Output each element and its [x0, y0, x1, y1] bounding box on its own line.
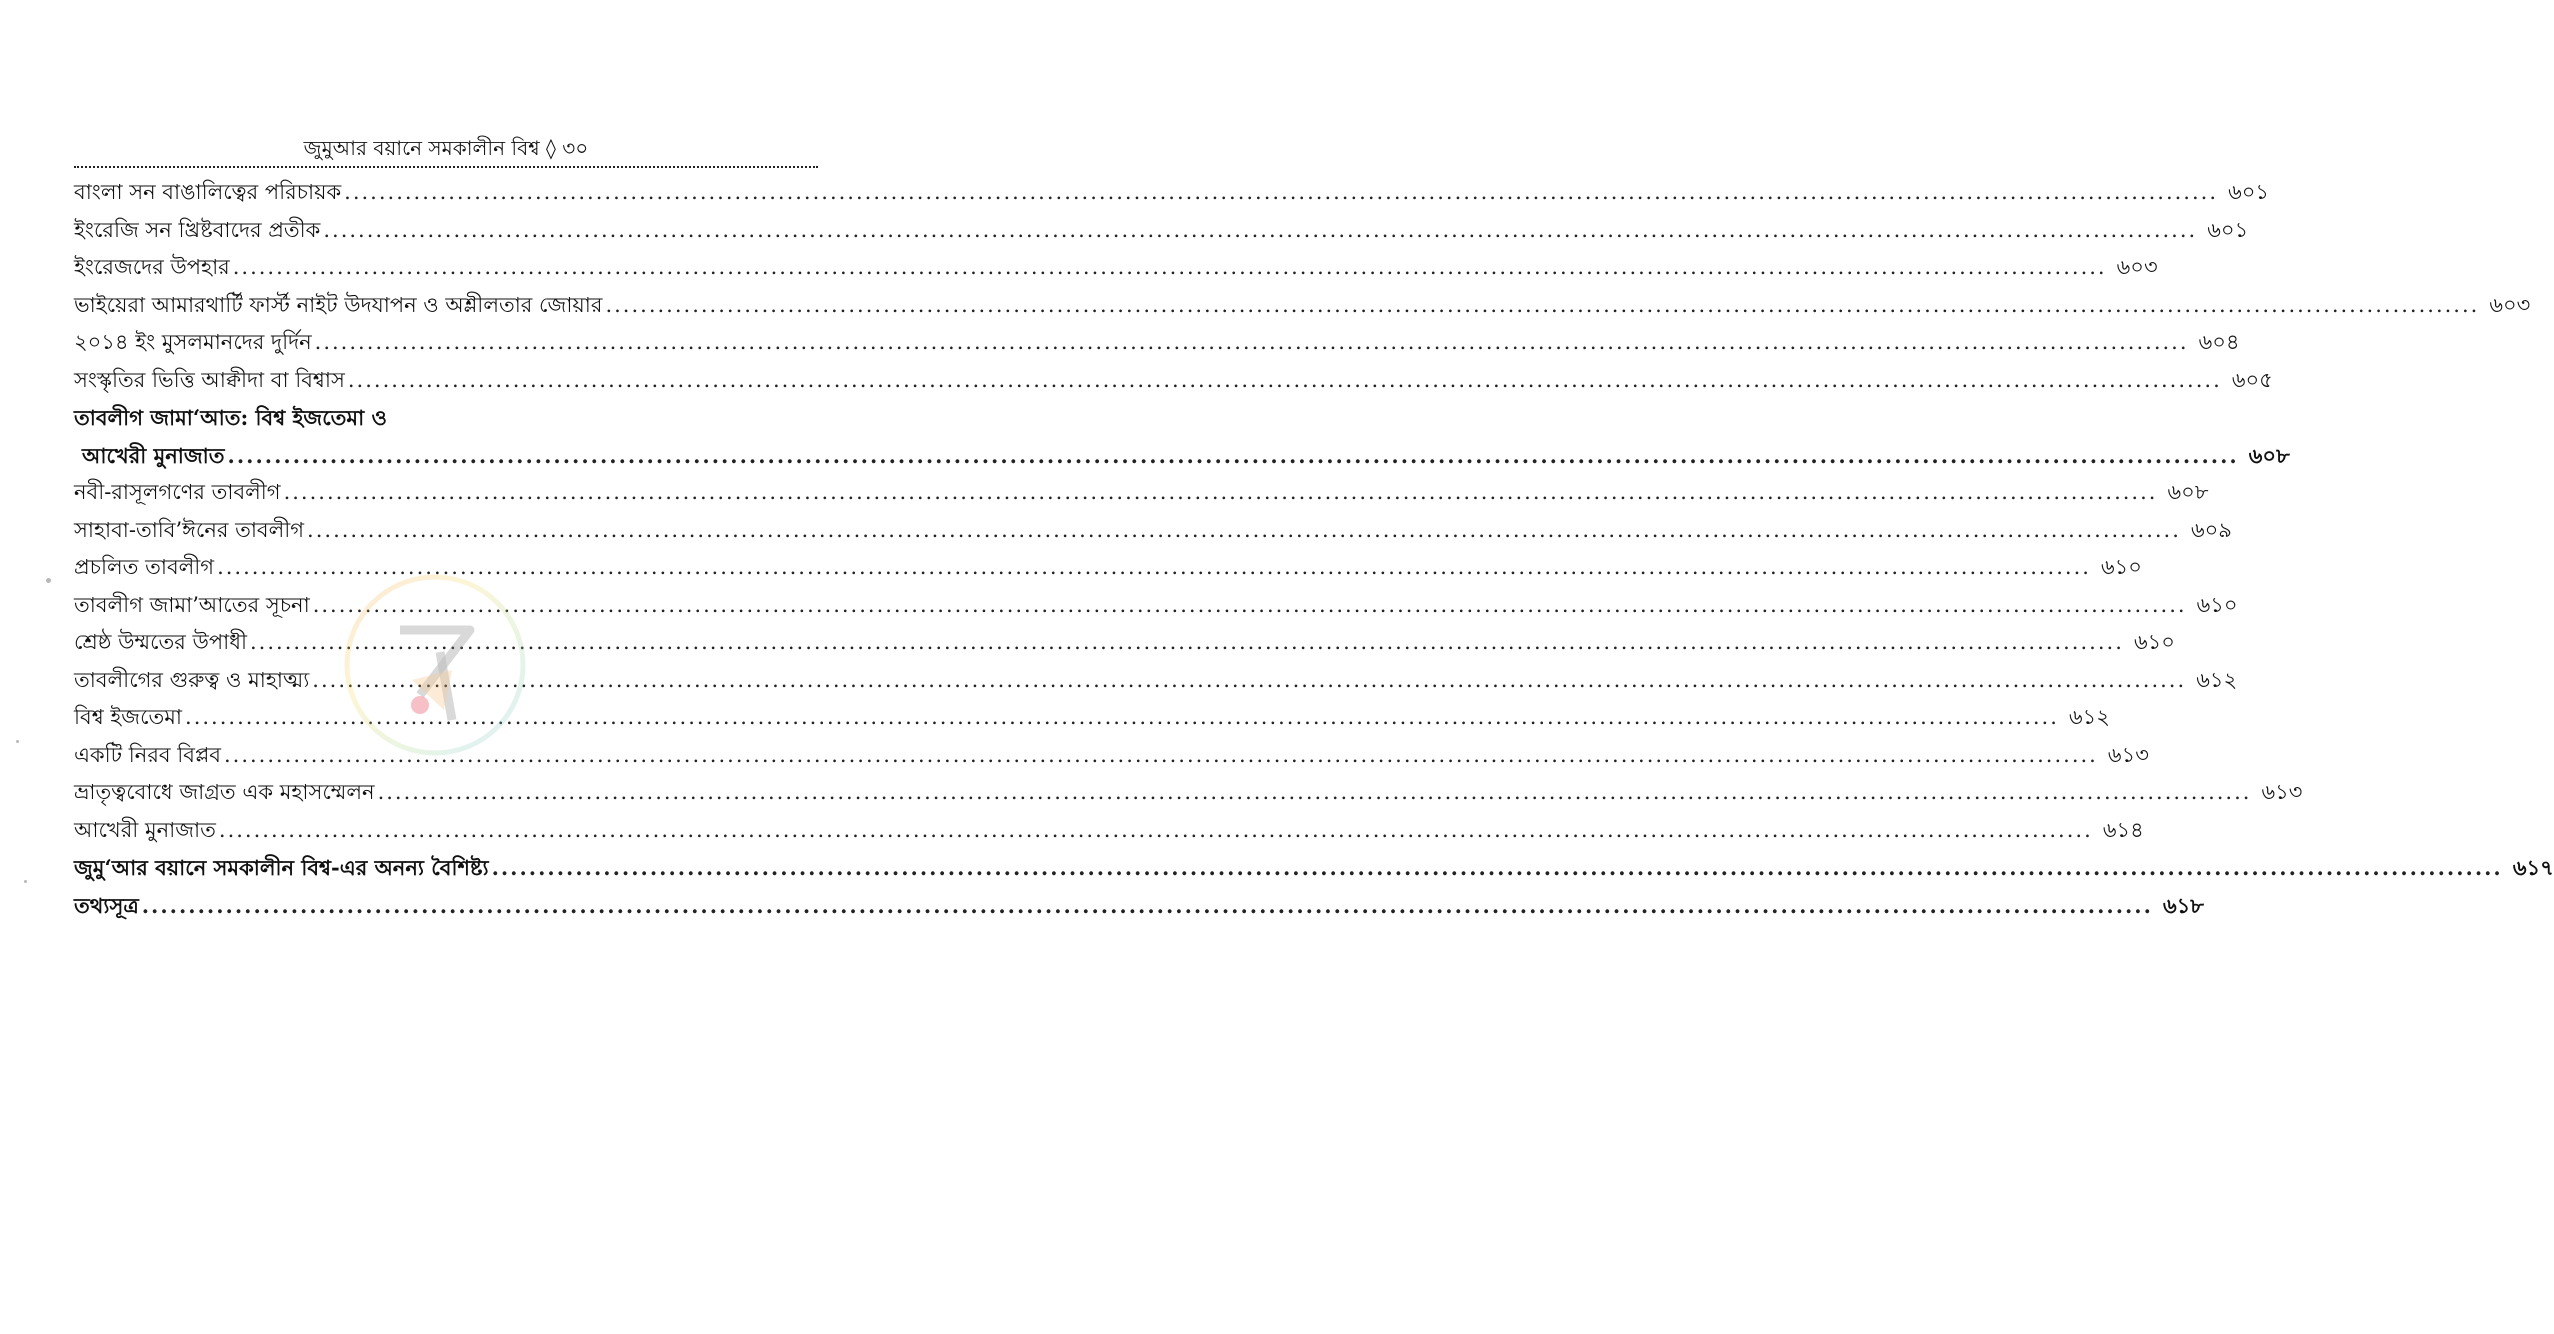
dot-leader	[250, 624, 2124, 662]
toc-entry-page: ৬১৪	[2102, 817, 2144, 842]
toc-entry-page: ৬০১	[2207, 217, 2249, 242]
toc-entry-page: ৬০৪	[2198, 330, 2240, 354]
dot-leader	[307, 512, 2181, 550]
toc-entry-page: ৬১৮	[2163, 892, 2204, 918]
toc-entry-title: আখেরী মুনাজাত	[74, 817, 216, 842]
bengali-letter-ro-logo-icon	[340, 570, 530, 760]
toc-section-heading: তাবলীগ জামা‘আত: বিশ্ব ইজতেমা ও	[74, 405, 387, 430]
dot-leader	[344, 174, 2218, 212]
toc-entry-title: ভাইয়েরা আমারথার্টি ফার্স্ট নাইট উদযাপন ও অশ্লীলতার জোয়ার	[74, 292, 603, 317]
toc-entry-title: বাংলা সন বাঙালিত্বের পরিচায়ক	[74, 180, 342, 204]
toc-section-entry	[74, 437, 2290, 475]
scan-speck	[46, 578, 51, 583]
toc-entry-title: তাবলীগ জামা’আতের সূচনা	[74, 592, 310, 617]
dot-leader	[233, 249, 2107, 287]
dot-leader	[315, 324, 2189, 362]
toc-entry-title: আখেরী মুনাজাত	[82, 442, 225, 468]
toc-entry-title: ২০১৪ ইং মুসলমানদের দুর্দিন	[74, 330, 312, 354]
toc-entry-page: ৬০১	[2228, 180, 2270, 204]
scan-speck	[24, 880, 27, 883]
toc-entry-page: ৬১৩	[2261, 780, 2303, 804]
toc-entry-title: প্রচলিত তাবলীগ	[74, 555, 215, 579]
toc-entry	[74, 512, 2232, 550]
toc-entry-page: ৬১০	[2133, 630, 2175, 654]
toc-entry-bold	[74, 887, 2204, 925]
toc-entry	[74, 212, 2249, 250]
toc-entry-page: ৬০৮	[2167, 480, 2209, 504]
toc-entry	[74, 287, 2531, 325]
dot-leader	[348, 362, 2222, 400]
dot-leader	[378, 774, 2252, 812]
header-dotted-rule	[74, 166, 818, 168]
toc-entry-page: ৬০৮	[2248, 442, 2290, 468]
toc-entry-title: তাবলীগের গুরুত্ব ও মাহাত্ম্য	[74, 667, 310, 692]
dot-leader	[219, 812, 2093, 850]
toc-entry-page: ৬১২	[2196, 667, 2238, 692]
toc-entry-page: ৬০৯	[2190, 517, 2232, 542]
toc-entry	[74, 812, 2144, 850]
toc-entry	[74, 249, 2158, 287]
running-head: জুমুআর বয়ানে সমকালীন বিশ্ব ◊ ৩০	[303, 136, 589, 160]
dot-leader	[313, 587, 2187, 625]
dot-leader	[323, 212, 2197, 250]
toc-entry-page: ৬১২	[2068, 705, 2110, 729]
toc-entry-title: বিশ্ব ইজতেমা	[74, 705, 183, 729]
dot-leader	[492, 849, 2503, 887]
toc-entry-page: ৬১০	[2101, 555, 2142, 579]
toc-entry-page: ৬০৫	[2231, 367, 2273, 392]
toc-entry-page: ৬০৩	[2489, 292, 2531, 317]
toc-entry-title: ভ্রাতৃত্ববোধে জাগ্রত এক মহাসম্মেলন	[74, 780, 375, 804]
toc-entry-title: ইংরেজি সন খ্রিষ্টবাদের প্রতীক	[74, 217, 321, 242]
toc-entry-title: সাহাবা-তাবি’ঈনের তাবলীগ	[74, 517, 305, 542]
dot-leader	[605, 287, 2479, 325]
toc-entry-page: ৬১৩	[2107, 742, 2149, 767]
toc-entry-title: একটি নিরব বিপ্লব	[74, 742, 221, 767]
toc-entry	[74, 362, 2273, 400]
toc-entry	[74, 174, 2270, 212]
toc-entry-title: নবী-রাসূলগণের তাবলীগ	[74, 480, 281, 504]
dot-leader	[312, 662, 2186, 700]
dot-leader	[142, 887, 2153, 925]
toc-entry-title: জুমু‘আর বয়ানে সমকালীন বিশ্ব-এর অনন্য বৈশিষ্ট্য	[74, 855, 489, 880]
toc-entry-page: ৬০৩	[2116, 255, 2158, 279]
toc-entry	[74, 324, 2240, 362]
toc-entry-title: ইংরেজদের উপহার	[74, 255, 230, 279]
toc-entry	[74, 774, 2303, 812]
scan-speck	[16, 740, 19, 743]
dot-leader	[284, 474, 2158, 512]
toc-entry-page: ৬১৭	[2512, 855, 2554, 880]
toc-entry-title: শ্রেষ্ঠ উম্মতের উপাধী	[74, 630, 247, 654]
toc-entry	[74, 474, 2209, 512]
toc-entry-title: সংস্কৃতির ভিত্তি আক্বীদা বা বিশ্বাস	[74, 367, 345, 392]
toc-entry-bold	[74, 849, 2554, 887]
dot-leader	[228, 437, 2239, 475]
toc-entry-page: ৬১০	[2196, 592, 2238, 617]
table-of-contents	[74, 174, 2554, 924]
toc-entry-title: তথ্যসূত্র	[74, 892, 139, 918]
